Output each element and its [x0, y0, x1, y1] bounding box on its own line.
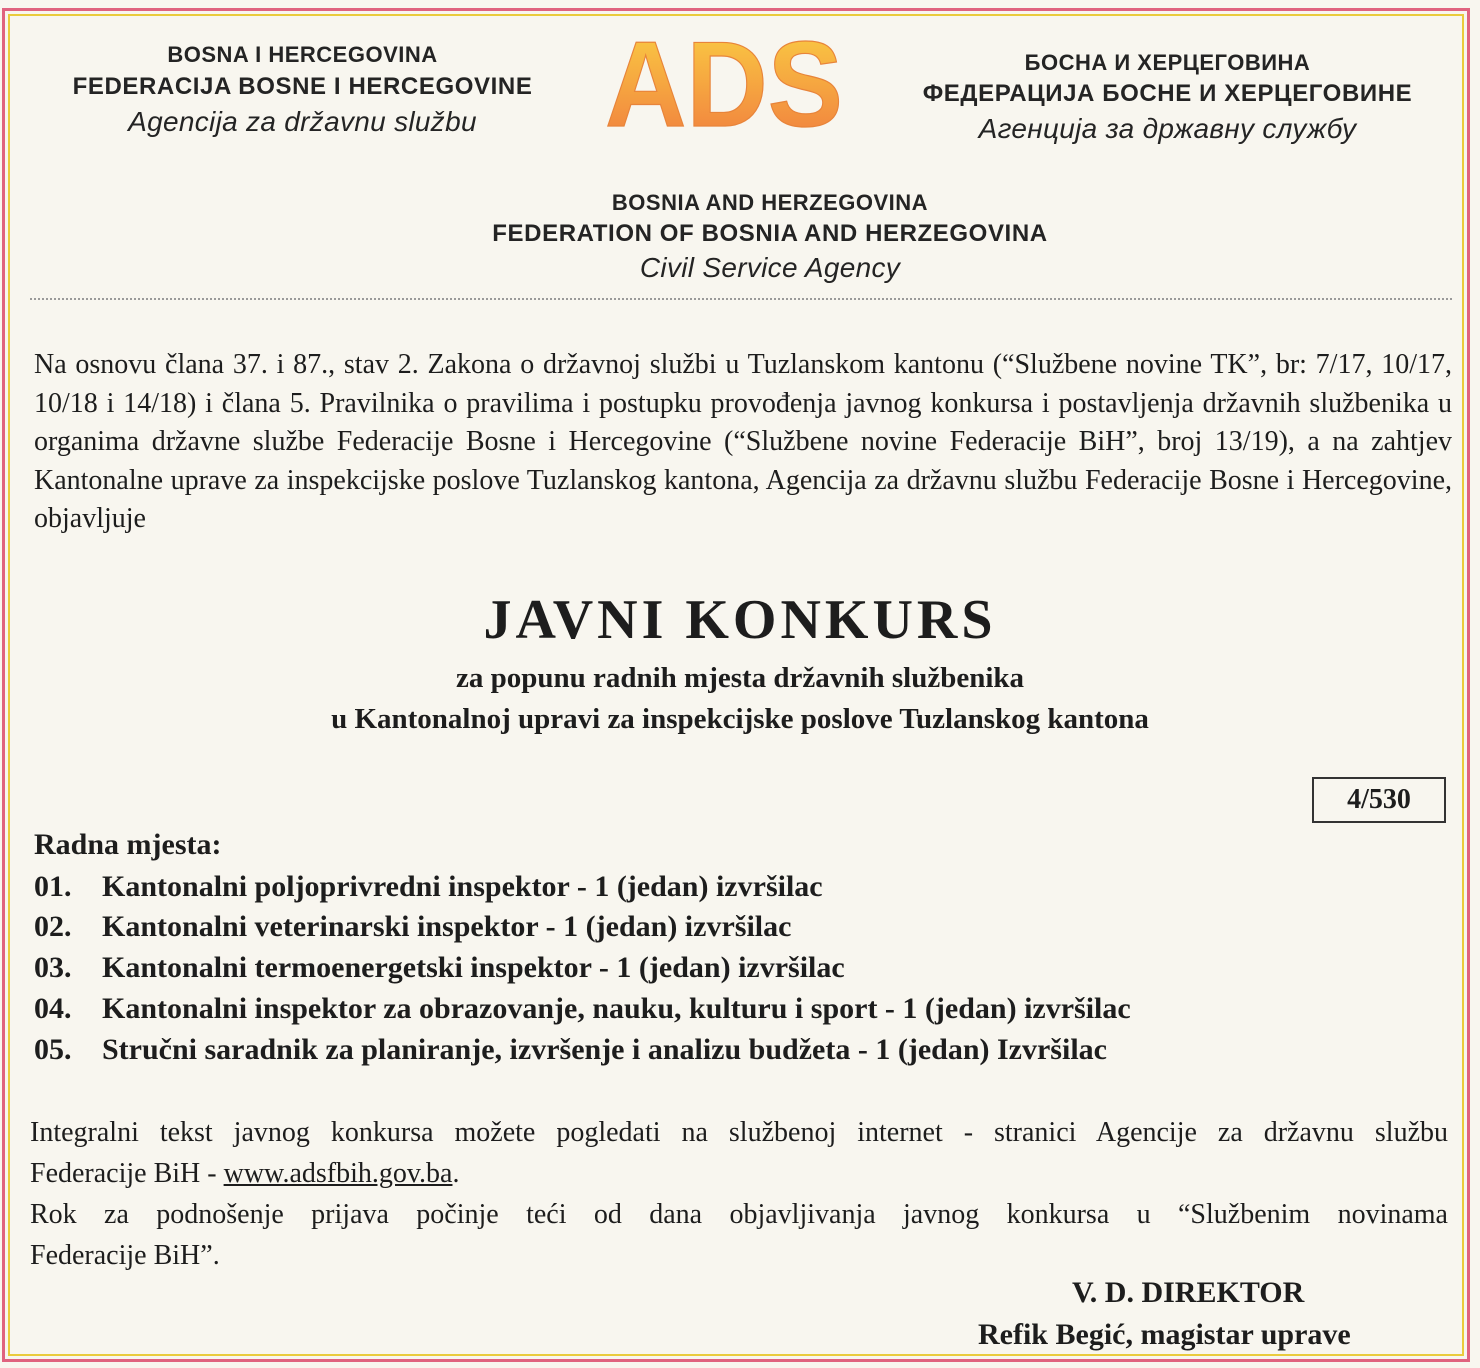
header-center-country: BOSNIA AND HERZEGOVINA [611, 190, 929, 215]
signature-title: V. D. DIREKTOR [1072, 1276, 1305, 1309]
position-text: Stručni saradnik za planiranje, izvršenje i analizu budžeta - 1 (jedan) Izvršilac [102, 1033, 1107, 1066]
list-item [34, 992, 1131, 1026]
document-title: JAVNI KONKURS [483, 589, 997, 651]
position-text: Kantonalni veterinarski inspektor - 1 (jedan) izvršilac [102, 910, 792, 943]
footer-text [30, 1112, 1448, 1276]
list-item [34, 870, 823, 904]
header-right-federation: ФЕДЕРАЦИЈА БОСНЕ И ХЕРЦЕГОВИНЕ [922, 80, 1413, 107]
header-divider [30, 298, 1452, 300]
header-left-country: BOSNA I HERCEGOVINA [167, 42, 438, 67]
footer-line-2-prefix: Federacije BiH - [30, 1158, 224, 1189]
position-text: Kantonalni inspektor za obrazovanje, nauku, kulturu i sport - 1 (jedan) izvršilac [102, 992, 1131, 1025]
footer-line-2-suffix: . [452, 1158, 460, 1189]
position-number: 02. [34, 910, 72, 943]
header-right-agency: Агенција за државну службу [978, 113, 1357, 144]
website-link[interactable]: www.adsfbih.gov.ba [223, 1158, 453, 1189]
list-item [34, 951, 845, 985]
ads-logo-graphic [600, 26, 848, 138]
position-number: 01. [34, 870, 72, 903]
list-item [34, 910, 791, 944]
ads-logo [600, 26, 848, 138]
signature-name: Refik Begić, magistar uprave [978, 1318, 1351, 1351]
positions-label: Radna mjesta: [34, 828, 222, 861]
reference-number-box: 4/530 [1312, 777, 1446, 823]
position-text: Kantonalni poljoprivredni inspektor - 1 (jedan) izvršilac [102, 870, 823, 903]
subtitle-line-2: u Kantonalnoj upravi za inspekcijske poslove Tuzlanskog kantona [331, 703, 1149, 735]
subtitle-line-1: za popunu radnih mjesta državnih službenika [455, 662, 1025, 694]
footer-line-4: Federacije BiH”. [30, 1240, 220, 1271]
header-left-agency: Agencija za državnu službu [128, 106, 477, 137]
position-number: 03. [34, 951, 72, 984]
header-center-agency: Civil Service Agency [639, 252, 901, 283]
position-number: 04. [34, 992, 72, 1025]
ads-logo-text: ADS [605, 26, 843, 138]
footer-line-1: Integralni tekst javnog konkursa možete pogledati na službenoj internet - stranici Agencije za državnu službu [30, 1117, 1448, 1148]
header-right-country: БОСНА И ХЕРЦЕГОВИНА [1024, 50, 1311, 75]
intro-paragraph: Na osnovu člana 37. i 87., stav 2. Zakona o državnoj službi u Tuzlanskom kantonu (“Službene novine TK”, br: 7/17, 10/17, 10/18 i 14/18) i člana 5. Pravilnika o pravilima i postupku provođenja javnog konkursa i postavljenja državnih službenika u organima državne službe Federacije Bosne i Hercegovine (“Službene novine Federacije BiH”, broj 13/19), a na zahtjev Kantonalne uprave za inspekcijske poslove Tuzlanskog kantona, Agencija za državnu službu Federacije Bosne i Hercegovine, objavljuje [34, 349, 1452, 534]
list-item [34, 1033, 1107, 1067]
position-number: 05. [34, 1033, 72, 1066]
header-left-federation: FEDERACIJA BOSNE I HERCEGOVINE [72, 73, 533, 100]
footer-line-2 [30, 1153, 1448, 1194]
position-text: Kantonalni termoenergetski inspektor - 1 (jedan) izvršilac [102, 951, 845, 984]
footer-line-3: Rok za podnošenje prijava počinje teći od dana objavljivanja javnog konkursa u “Službenim novinama [30, 1199, 1448, 1230]
header-center-federation: FEDERATION OF BOSNIA AND HERZEGOVINA [492, 220, 1048, 247]
